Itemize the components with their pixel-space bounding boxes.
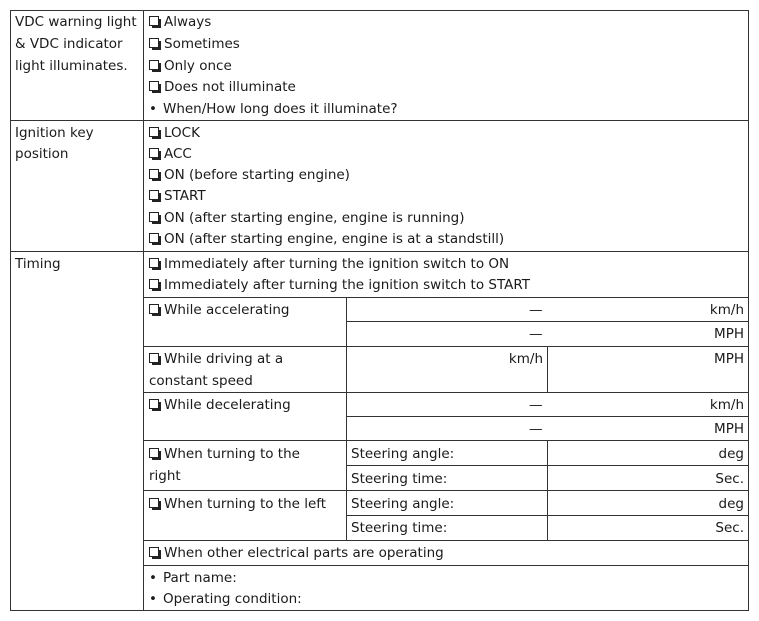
- checkbox-icon[interactable]: [149, 16, 159, 26]
- timing-divider: [143, 490, 749, 491]
- timing-immediate-start: Immediately after turning the ignition switch to START: [149, 276, 530, 294]
- checkbox-icon[interactable]: [149, 60, 159, 70]
- turn-left-angle-label: Steering angle:: [351, 496, 455, 512]
- turn-left-time-unit: Sec.: [715, 520, 744, 536]
- checkbox-icon[interactable]: [149, 127, 159, 137]
- timing-divider: [143, 540, 749, 541]
- checkbox-icon[interactable]: [149, 169, 159, 179]
- checkbox-icon[interactable]: [149, 399, 159, 409]
- ignition-title-line-2: position: [15, 146, 69, 162]
- vdc-option-only-once: Only once: [149, 57, 232, 75]
- turn-right-angle-unit: deg: [718, 446, 744, 462]
- ignition-option-start: START: [149, 187, 206, 205]
- ignition-option-on-standstill: ON (after starting engine, engine is at a standstill): [149, 230, 504, 248]
- constant-speed-divider: [547, 346, 548, 393]
- decelerating-unit-kmh: km/h: [709, 397, 744, 413]
- checkbox-icon[interactable]: [149, 81, 159, 91]
- timing-divider: [143, 440, 749, 441]
- checkbox-icon[interactable]: [149, 38, 159, 48]
- checkbox-icon[interactable]: [149, 212, 159, 222]
- accelerating-unit-kmh: km/h: [709, 302, 744, 318]
- timing-divider: [143, 392, 749, 393]
- vdc-option-sometimes: Sometimes: [149, 35, 240, 53]
- column-divider: [143, 10, 144, 611]
- checkbox-icon[interactable]: [149, 547, 159, 557]
- checkbox-icon[interactable]: [149, 304, 159, 314]
- timing-divider: [143, 297, 749, 298]
- steering-divider: [547, 440, 548, 541]
- checkbox-icon[interactable]: [149, 233, 159, 243]
- vdc-bullet-question: • When/How long does it illuminate?: [149, 101, 398, 117]
- turn-left-time-label: Steering time:: [351, 520, 448, 536]
- table-border-bottom: [10, 610, 749, 611]
- timing-accelerating: While accelerating: [149, 301, 289, 319]
- turn-right-time-unit: Sec.: [715, 471, 744, 487]
- decelerating-dash-1: —: [529, 397, 543, 413]
- timing-divider: [143, 346, 749, 347]
- vdc-option-always: Always: [149, 13, 211, 31]
- constant-unit-mph: MPH: [714, 351, 744, 367]
- vdc-title-line-3: light illuminates.: [15, 58, 128, 74]
- timing-turn-right-line-1: When turning to the: [149, 445, 300, 463]
- checkbox-icon[interactable]: [149, 353, 159, 363]
- bullet-icon: •: [149, 570, 157, 586]
- checkbox-icon[interactable]: [149, 190, 159, 200]
- turn-right-angle-label: Steering angle:: [351, 446, 455, 462]
- constant-unit-kmh: km/h: [508, 351, 543, 367]
- table-border-left: [10, 10, 11, 611]
- table-border-top: [10, 10, 749, 11]
- timing-inner-column-divider: [346, 297, 347, 541]
- row-divider: [10, 251, 749, 252]
- timing-electrical-parts: When other electrical parts are operating: [149, 544, 444, 562]
- timing-constant-line-2: constant speed: [149, 373, 253, 389]
- checkbox-icon[interactable]: [149, 498, 159, 508]
- ignition-option-acc: ACC: [149, 145, 192, 163]
- timing-constant-line-1: While driving at a: [149, 350, 283, 368]
- vdc-option-does-not-illuminate: Does not illuminate: [149, 78, 296, 96]
- bullet-icon: •: [149, 101, 157, 117]
- ignition-option-on-running: ON (after starting engine, engine is running): [149, 209, 465, 227]
- timing-decelerating: While decelerating: [149, 396, 291, 414]
- vdc-title-line-1: VDC warning light: [15, 14, 137, 30]
- table-border-right: [748, 10, 749, 611]
- timing-title: Timing: [15, 256, 61, 272]
- bullet-icon: •: [149, 591, 157, 607]
- timing-turn-left: When turning to the left: [149, 495, 326, 513]
- accelerating-unit-mph: MPH: [714, 326, 744, 342]
- timing-subdivider: [346, 416, 749, 417]
- accelerating-dash-2: —: [529, 326, 543, 342]
- checkbox-icon[interactable]: [149, 258, 159, 268]
- timing-turn-right-line-2: right: [149, 468, 181, 484]
- row-divider: [10, 120, 749, 121]
- ignition-option-on-before: ON (before starting engine): [149, 166, 350, 184]
- timing-subdivider: [346, 321, 749, 322]
- turn-left-angle-unit: deg: [718, 496, 744, 512]
- timing-divider: [143, 565, 749, 566]
- checkbox-icon[interactable]: [149, 448, 159, 458]
- checkbox-icon[interactable]: [149, 148, 159, 158]
- accelerating-dash-1: —: [529, 302, 543, 318]
- operating-condition-bullet: • Operating condition:: [149, 591, 302, 607]
- ignition-option-lock: LOCK: [149, 124, 200, 142]
- part-name-bullet: • Part name:: [149, 570, 237, 586]
- timing-immediate-on: Immediately after turning the ignition switch to ON: [149, 255, 509, 273]
- ignition-title-line-1: Ignition key: [15, 125, 94, 141]
- vdc-title-line-2: & VDC indicator: [15, 36, 123, 52]
- checkbox-icon[interactable]: [149, 279, 159, 289]
- decelerating-dash-2: —: [529, 421, 543, 437]
- turn-right-time-label: Steering time:: [351, 471, 448, 487]
- decelerating-unit-mph: MPH: [714, 421, 744, 437]
